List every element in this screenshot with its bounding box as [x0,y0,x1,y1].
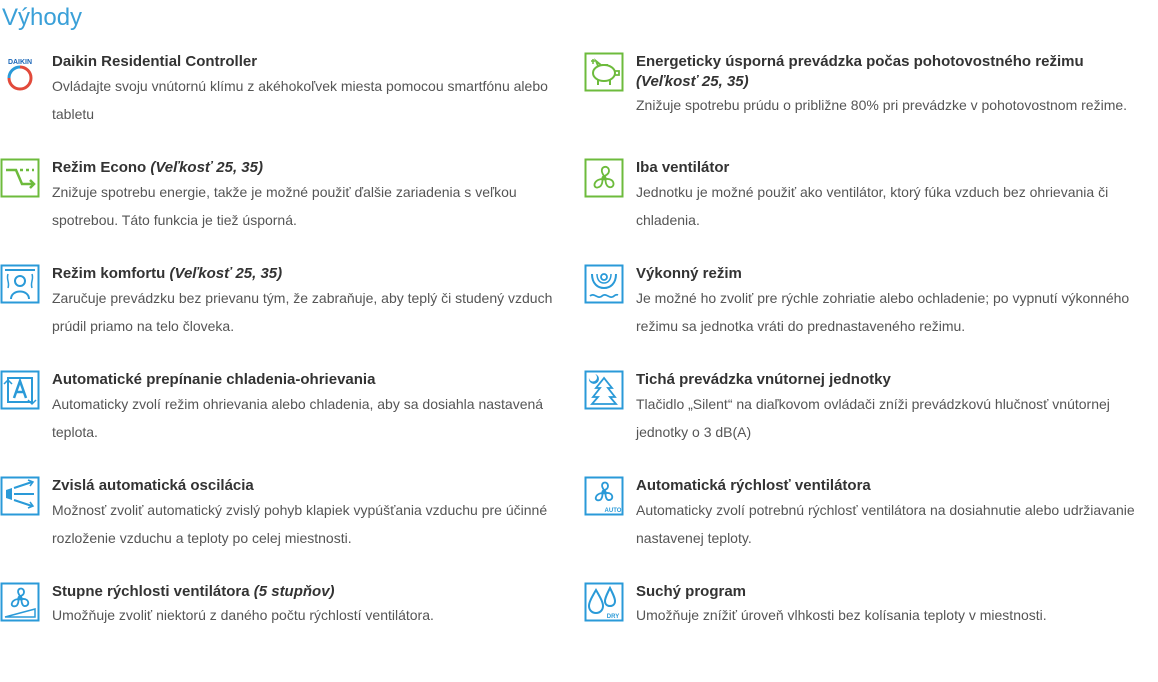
dry-program-icon [584,582,624,622]
auto-switch-icon [0,370,40,410]
feature-daikin-controller [0,52,580,152]
feature-title: Výkonný režim [636,265,742,282]
page-title: Výhody [2,4,83,31]
silent-operation-icon [584,370,624,410]
feature-comfort-mode [0,264,580,364]
feature-description: Ovládajte svoju vnútornú klímu z akéhokoľvek miesta pomocou smartfónu alebo tabletu [52,78,548,122]
feature-vertical-swing [0,476,580,576]
feature-description: Umožňuje znížiť úroveň vlhkosti bez kolísania teploty v miestnosti. [636,607,1047,623]
feature-description: Možnosť zvoliť automatický zvislý pohyb klapiek vypúšťania vzduchu pre účinné rozloženie vzduchu a teploty po celej miestnosti. [52,502,548,546]
feature-description: Automaticky zvolí potrebnú rýchlosť ventilátora na dosiahnutie alebo udržiavanie nastavenej teploty. [636,502,1135,546]
daikin-app-icon [0,52,40,92]
feature-title: Režim komfortu (Veľkosť 25, 35) [52,265,283,282]
feature-description: Automaticky zvolí režim ohrievania alebo chladenia, aby sa dosiahla nastavená teplota. [52,396,544,440]
feature-title: Energeticky úsporná prevádzka počas pohotovostného režimu (Veľkosť 25, 35) [636,53,1084,90]
feature-standby-saving [584,52,1158,152]
feature-description: Tlačidlo „Silent“ na diaľkovom ovládači zníži prevádzkovú hlučnosť vnútornej jednotky o 3 dB(A) [636,396,1110,440]
feature-description: Jednotku je možné použiť ako ventilátor, ktorý fúka vzduch bez ohrievania či chladenia. [636,184,1109,228]
auto-fan-speed-icon [584,476,624,516]
feature-auto-switch [0,370,580,470]
feature-title: Iba ventilátor [636,159,730,176]
feature-description: Je možné ho zvoliť pre rýchle zohriatie alebo ochladenie; po vypnutí výkonného režimu sa jednotka vráti do prednastaveného režimu. [636,290,1130,334]
svg-text:DRY: DRY [606,614,620,620]
feature-title: Stupne rýchlosti ventilátora (5 stupňov) [52,583,335,600]
comfort-mode-icon [0,264,40,304]
svg-text:AUTO: AUTO [604,508,622,514]
feature-silent-operation [584,370,1158,470]
feature-econo-mode [0,158,580,258]
feature-auto-fan-speed [584,476,1158,576]
feature-fan-only [584,158,1158,258]
econo-mode-icon [0,158,40,198]
feature-title: Automatická rýchlosť ventilátora [636,477,871,494]
feature-description: Zaručuje prevádzku bez prievanu tým, že zabraňuje, aby teplý či studený vzduch prúdil priamo na telo človeka. [52,290,553,334]
feature-title: Suchý program [636,583,747,600]
svg-text:DAIKIN: DAIKIN [7,59,33,66]
fan-speed-steps-icon [0,582,40,622]
feature-fan-speed-steps [0,582,580,682]
feature-title: Tichá prevádzka vnútornej jednotky [636,371,891,388]
feature-description: Znižuje spotrebu energie, takže je možné použiť ďalšie zariadenia s veľkou spotrebou. Táto funkcia je tiež úsporná. [52,184,517,228]
fan-only-icon [584,158,624,198]
feature-description: Umožňuje zvoliť niektorú z daného počtu rýchlostí ventilátora. [52,607,434,623]
feature-powerful-mode [584,264,1158,364]
piggy-bank-icon [584,52,624,92]
vertical-swing-icon [0,476,40,516]
powerful-mode-icon [584,264,624,304]
feature-title: Režim Econo (Veľkosť 25, 35) [52,159,263,176]
feature-title: Zvislá automatická oscilácia [52,477,254,494]
feature-description: Znižuje spotrebu prúdu o približne 80% pri prevádzke v pohotovostnom režime. [636,97,1128,113]
feature-title: Daikin Residential Controller [52,53,258,70]
feature-dry-program [584,582,1158,682]
feature-title: Automatické prepínanie chladenia-ohrievania [52,371,376,388]
